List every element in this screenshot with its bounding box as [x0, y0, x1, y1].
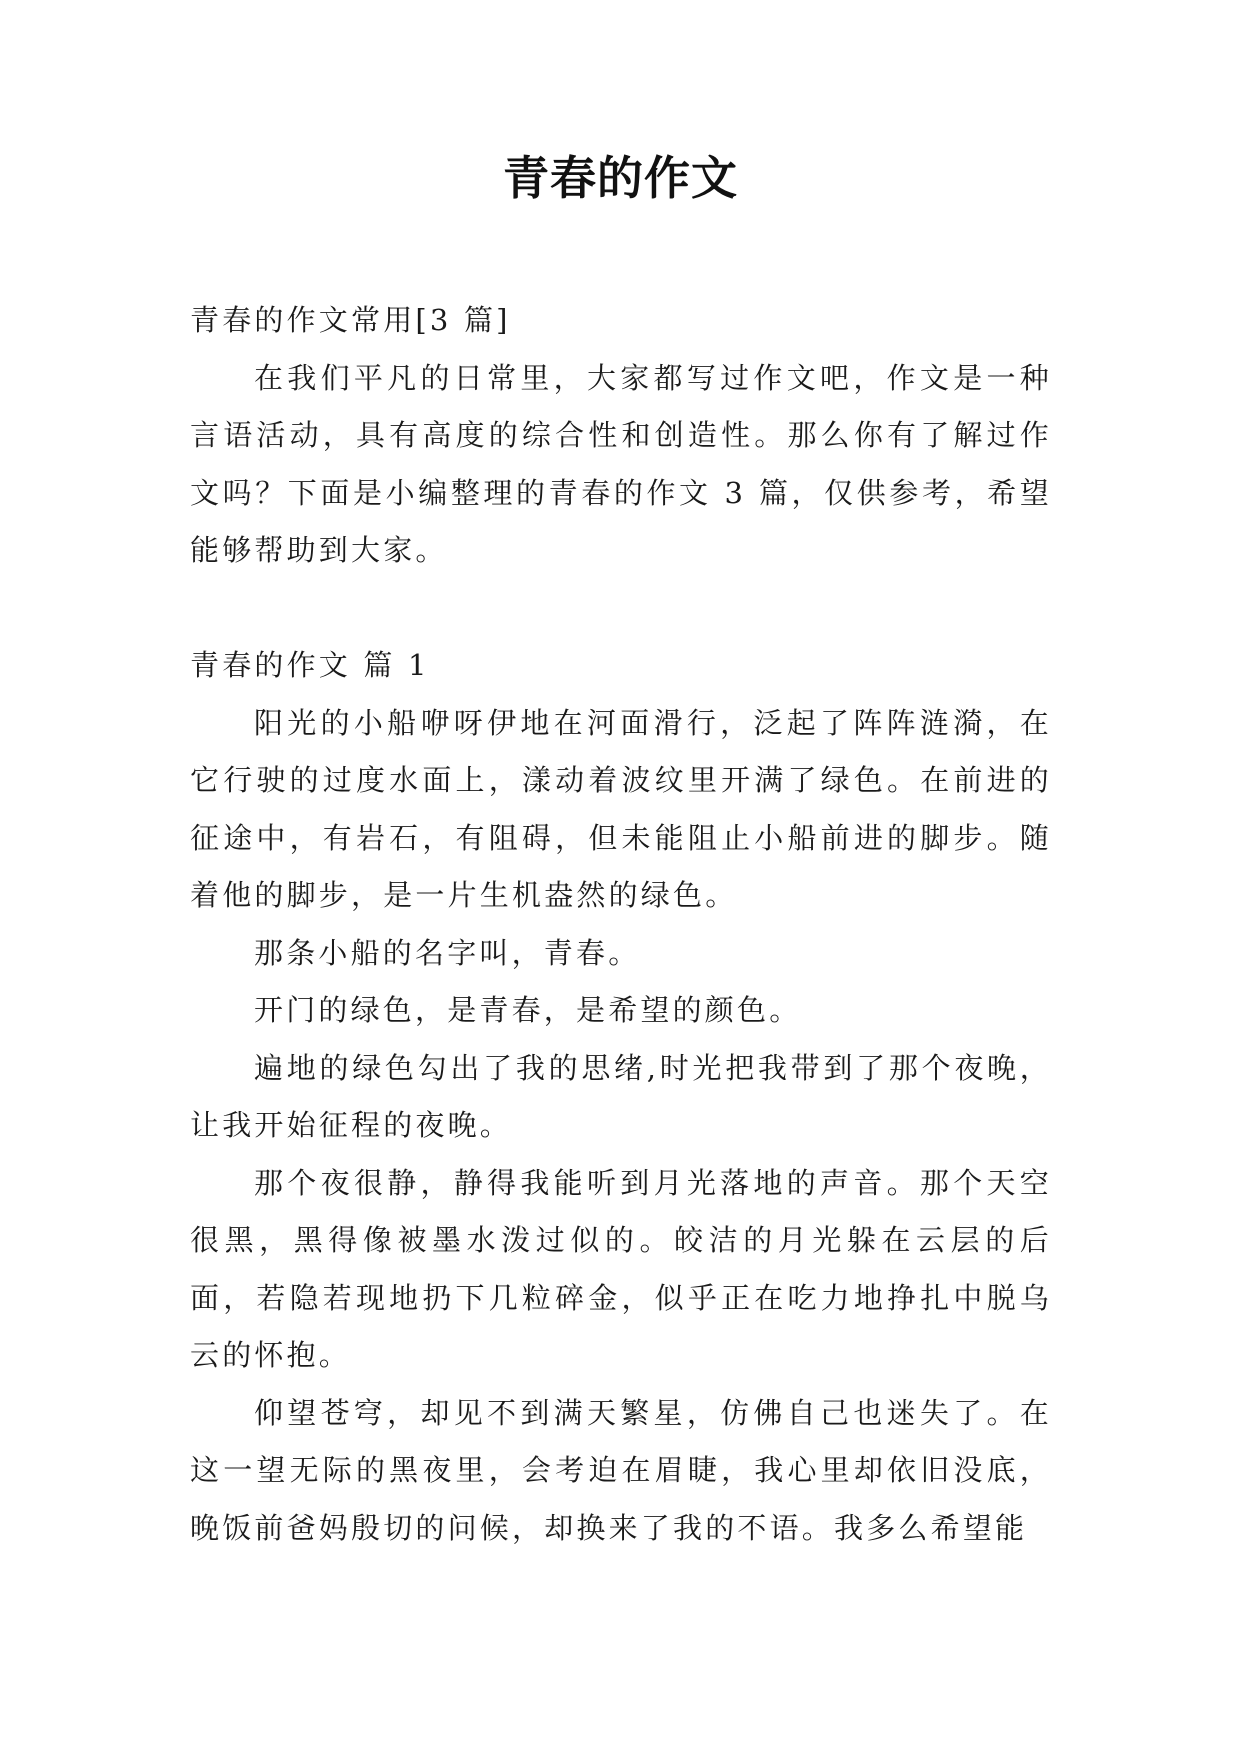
document-subtitle: 青春的作文常用[3 篇] [190, 303, 511, 337]
paragraph: 开门的绿色，是青春，是希望的颜色。 [254, 993, 802, 1027]
document-title: 青春的作文 [503, 151, 738, 205]
section-heading: 青春的作文 篇 1 [190, 648, 430, 682]
document-body [190, 292, 1052, 1557]
section-spacer [190, 580, 1052, 638]
paragraph: 阳光的小船咿呀伊地在河面滑行，泛起了阵阵涟漪，在它行驶的过度水面上，漾动着波纹里开满了绿色。在前进的征途中，有岩石，有阻碍，但未能阻止小船前进的脚步。随着他的脚步，是一片生机盎然的绿色。 [190, 705, 1052, 912]
paragraph: 遍地的绿色勾出了我的思绪,时光把我带到了那个夜晚，让我开始征程的夜晚。 [190, 1050, 1052, 1142]
paragraph: 仰望苍穹，却见不到满天繁星，仿佛自己也迷失了。在这一望无际的黑夜里，会考迫在眉睫，我心里却依旧没底，晚饭前爸妈殷切的问候，却换来了我的不语。我多么希望能 [190, 1395, 1052, 1545]
intro-paragraph: 在我们平凡的日常里，大家都写过作文吧，作文是一种言语活动，具有高度的综合性和创造性。那么你有了解过作文吗？下面是小编整理的青春的作文 3 篇，仅供参考，希望能够帮助到大家。 [190, 360, 1052, 567]
paragraph: 那个夜很静，静得我能听到月光落地的声音。那个天空很黑，黑得像被墨水泼过似的。皎洁的月光躲在云层的后面，若隐若现地扔下几粒碎金，似乎正在吃力地挣扎中脱乌云的怀抱。 [190, 1165, 1052, 1372]
paragraph: 那条小船的名字叫，青春。 [254, 935, 641, 970]
